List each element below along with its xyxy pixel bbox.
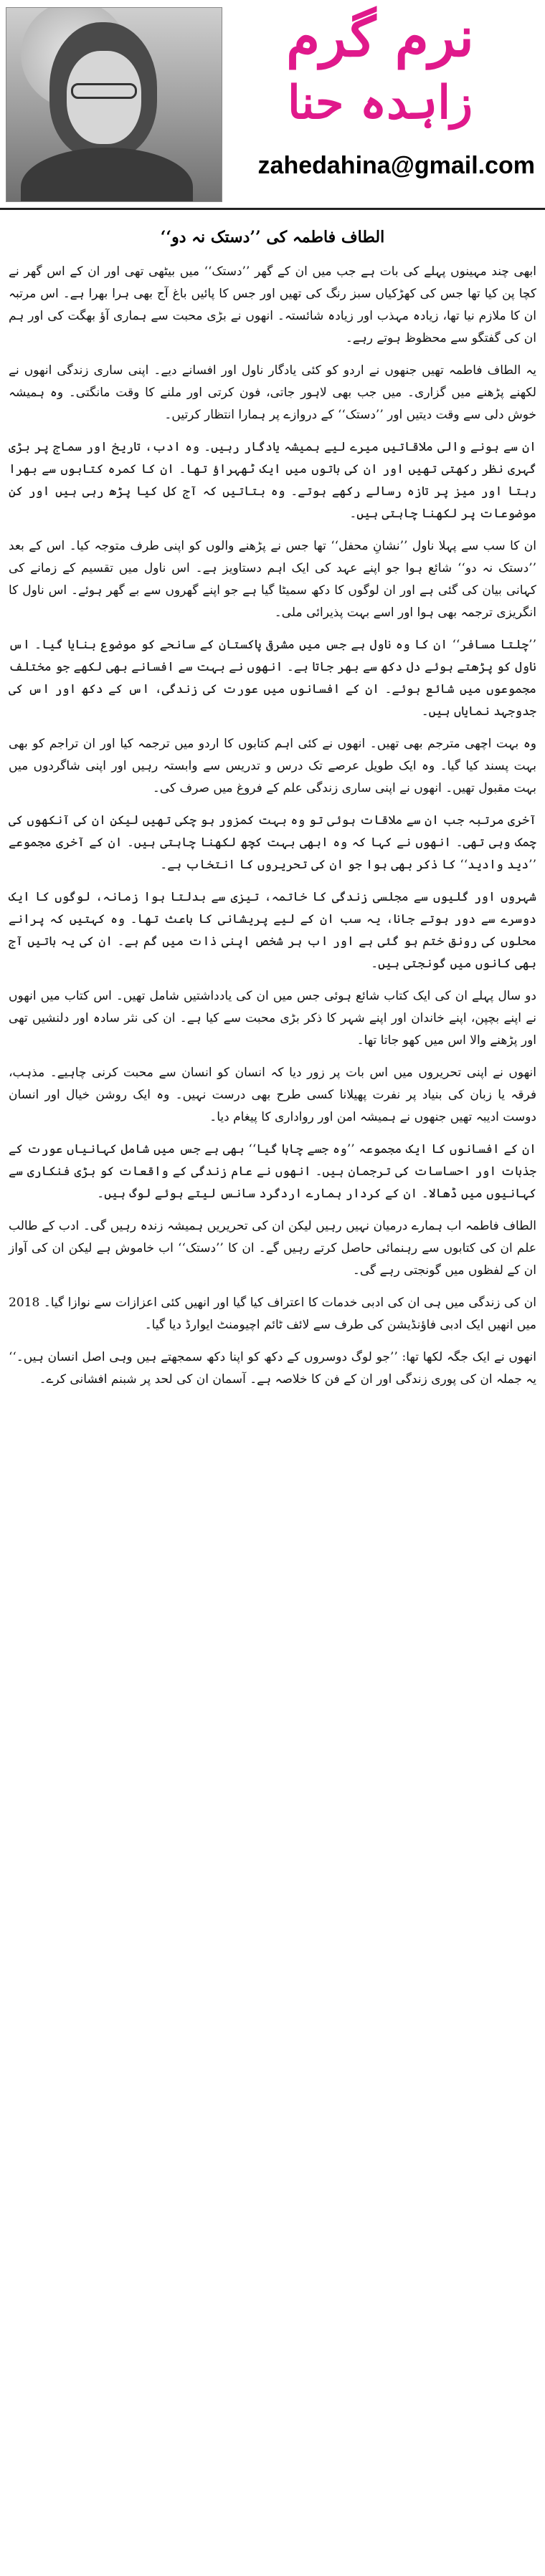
column-title: نرم گرم	[286, 5, 474, 69]
column-header	[0, 0, 545, 215]
article-paragraph: وہ بہت اچھی مترجم بھی تھیں۔ انھوں نے کئی اہم کتابوں کا اردو میں ترجمہ کیا اور ان تراجم کو بھی بہت پسند کیا گیا۔ وہ ایک طویل عرصے تک درس و تدریس سے وابستہ رہیں اور اپنی شاگردوں میں بہت مقبول تھیں۔ انھوں نے اپنی ساری زندگی علم کے فروغ میں صرف کی۔	[9, 737, 536, 795]
article-paragraph: ان کے افسانوں کا ایک مجموعہ ’’وہ جسے چاہا گیا‘‘ بھی ہے جس میں شامل کہانیاں عورت کے جذبات اور احساسات کی ترجمان ہیں۔ انھوں نے عام زندگی کے واقعات کو بڑی فنکاری سے کہانیوں میں ڈھالا۔ ان کے کردار ہمارے اردگرد سانس لیتے ہوئے لوگ ہیں۔	[9, 1142, 536, 1201]
article-paragraph: دو سال پہلے ان کی ایک کتاب شائع ہوئی جس میں ان کی یادداشتیں شامل تھیں۔ اس کتاب میں انھوں نے اپنے بچپن، اپنے خاندان اور اپنے شہر کا ذکر بڑی محبت سے کیا ہے۔ ان کی نثر سادہ اور دلنشیں تھی اور پڑھنے والا اس میں کھو جاتا تھا۔	[9, 989, 536, 1048]
article-paragraph: ’’چلتا مسافر‘‘ ان کا وہ ناول ہے جس میں مشرقی پاکستان کے سانحے کو موضوع بنایا گیا۔ اس ناول کو پڑھتے ہوئے دل دکھ سے بھر جاتا ہے۔ انھوں نے بہت سے افسانے بھی لکھے جو مختلف مجموعوں میں شائع ہوئے۔ ان کے افسانوں میں عورت کی زندگی، اس کے دکھ اور اس کی جدوجہد نمایاں ہیں۔	[9, 638, 536, 719]
author-email[interactable]: zahedahina@gmail.com	[257, 152, 535, 179]
article-paragraph: انھوں نے ایک جگہ لکھا تھا: ’’جو لوگ دوسروں کے دکھ کو اپنا دکھ سمجھتے ہیں وہی اصل انسان ہیں۔‘‘ یہ جملہ ان کی پوری زندگی اور ان کے فن کا خلاصہ ہے۔ آسمان ان کی لحد پر شبنم افشانی کرے۔	[9, 1350, 536, 1387]
article-paragraph: انھوں نے اپنی تحریروں میں اس بات پر زور دیا کہ انسان کو انسان سے محبت کرنی چاہیے۔ مذہب، فرقہ یا زبان کی بنیاد پر نفرت پھیلانا کسی طرح بھی درست نہیں۔ وہ ایک روشن خیال اور انسان دوست ادیبہ تھیں جنھوں نے ہمیشہ امن اور رواداری کا پیغام دیا۔	[9, 1066, 536, 1124]
article-paragraph: الطاف فاطمہ اب ہمارے درمیان نہیں رہیں لیکن ان کی تحریریں ہمیشہ زندہ رہیں گی۔ ادب کے طالب علم ان کی کتابوں سے رہنمائی حاصل کرتے رہیں گے۔ ان کا ’’دستک‘‘ اب خاموش ہے لیکن ان کی آواز ان کے لفظوں میں گونجتی رہے گی۔	[9, 1219, 536, 1278]
author-photo	[6, 7, 222, 202]
article-paragraph: ابھی چند مہینوں پہلے کی بات ہے جب میں ان کے گھر ’’دستک‘‘ میں بیٹھی تھی اور ان کے اس گھر نے کچا پن کیا تھا جس کی کھڑکیاں سبز رنگ کی تھیں اور جس کا پائیں باغ آج بھی ہرا بھرا ہے۔ اس مرتبہ ان کا ملازم نیا تھا، زیادہ مہذب اور زیادہ شائستہ۔ انھوں نے بڑی محبت سے ہماری آؤ بھگت کی اور ہم ان کی گفتگو سے محظوظ ہوتے رہے۔	[9, 264, 536, 345]
article-paragraph: ان سے ہونے والی ملاقاتیں میرے لیے ہمیشہ یادگار رہیں۔ وہ ادب، تاریخ اور سماج پر بڑی گہری نظر رکھتی تھیں اور ان کی باتوں میں ایک ٹھہراؤ تھا۔ ان کا کمرہ کتابوں سے بھرا رہتا اور میز پر تازہ رسالے رکھے ہوتے۔ وہ بتاتیں کہ آج کل کیا پڑھ رہی ہیں اور کن موضوعات پر لکھنا چاہتی ہیں۔	[9, 440, 536, 521]
article-body	[0, 261, 545, 1391]
author-name: زاہدہ حنا	[288, 76, 473, 130]
article-subtitle: الطاف فاطمہ کی ’’دستک نہ دو‘‘	[160, 228, 385, 246]
article-paragraph: ان کا سب سے پہلا ناول ’’نشانِ محفل‘‘ تھا جس نے پڑھنے والوں کو اپنی طرف متوجہ کیا۔ اس کے بعد ’’دستک نہ دو‘‘ شائع ہوا جو اپنے عہد کی ایک اہم دستاویز ہے۔ اس ناول میں تقسیم کے زمانے کی کہانی بیان کی گئی ہے اور ان لوگوں کا دکھ سمیٹا گیا ہے جو اپنے گھروں سے بے گھر ہوئے۔ اس ناول کا انگریزی ترجمہ بھی ہوا اور اسے بہت پذیرائی ملی۔	[9, 539, 536, 620]
article-paragraph: شہروں اور گلیوں سے مجلسی زندگی کا خاتمہ، تیزی سے بدلتا ہوا زمانہ، لوگوں کا ایک دوسرے سے دور ہوتے جانا، یہ سب ان کے لیے پریشانی کا باعث تھا۔ وہ کہتیں کہ پرانے محلوں کی رونق ختم ہو گئی ہے اور اب ہر شخص اپنی ذات میں گم ہے۔ ان کی یہ باتیں آج بھی کانوں میں گونجتی ہیں۔	[9, 890, 536, 971]
article-paragraph: آخری مرتبہ جب ان سے ملاقات ہوئی تو وہ بہت کمزور ہو چکی تھیں لیکن ان کی آنکھوں کی چمک وہی تھی۔ انھوں نے کہا کہ وہ ابھی بہت کچھ لکھنا چاہتی ہیں۔ ان کے آخری مجموعے ’’دید وادید‘‘ کا ذکر بھی ہوا جو ان کی تحریروں کا انتخاب ہے۔	[9, 813, 536, 872]
header-divider	[0, 208, 545, 210]
article-paragraph: ان کی زندگی میں ہی ان کی ادبی خدمات کا اعتراف کیا گیا اور انھیں کئی اعزازات سے نوازا گیا۔ 2018 میں انھیں ایک ادبی فاؤنڈیشن کی طرف سے لائف ٹائم اچیومنٹ ایوارڈ دیا گیا۔	[9, 1296, 536, 1332]
article-paragraph: یہ الطاف فاطمہ تھیں جنھوں نے اردو کو کئی یادگار ناول اور افسانے دیے۔ اپنی ساری زندگی انھوں نے لکھنے پڑھنے میں گزاری۔ میں جب بھی لاہور جاتی، فون کرتی اور ملنے کا وقت مانگتی۔ وہ ہمیشہ خوش دلی سے وقت دیتیں اور ’’دستک‘‘ کے دروازے پر ہمارا انتظار کرتیں۔	[9, 363, 536, 422]
